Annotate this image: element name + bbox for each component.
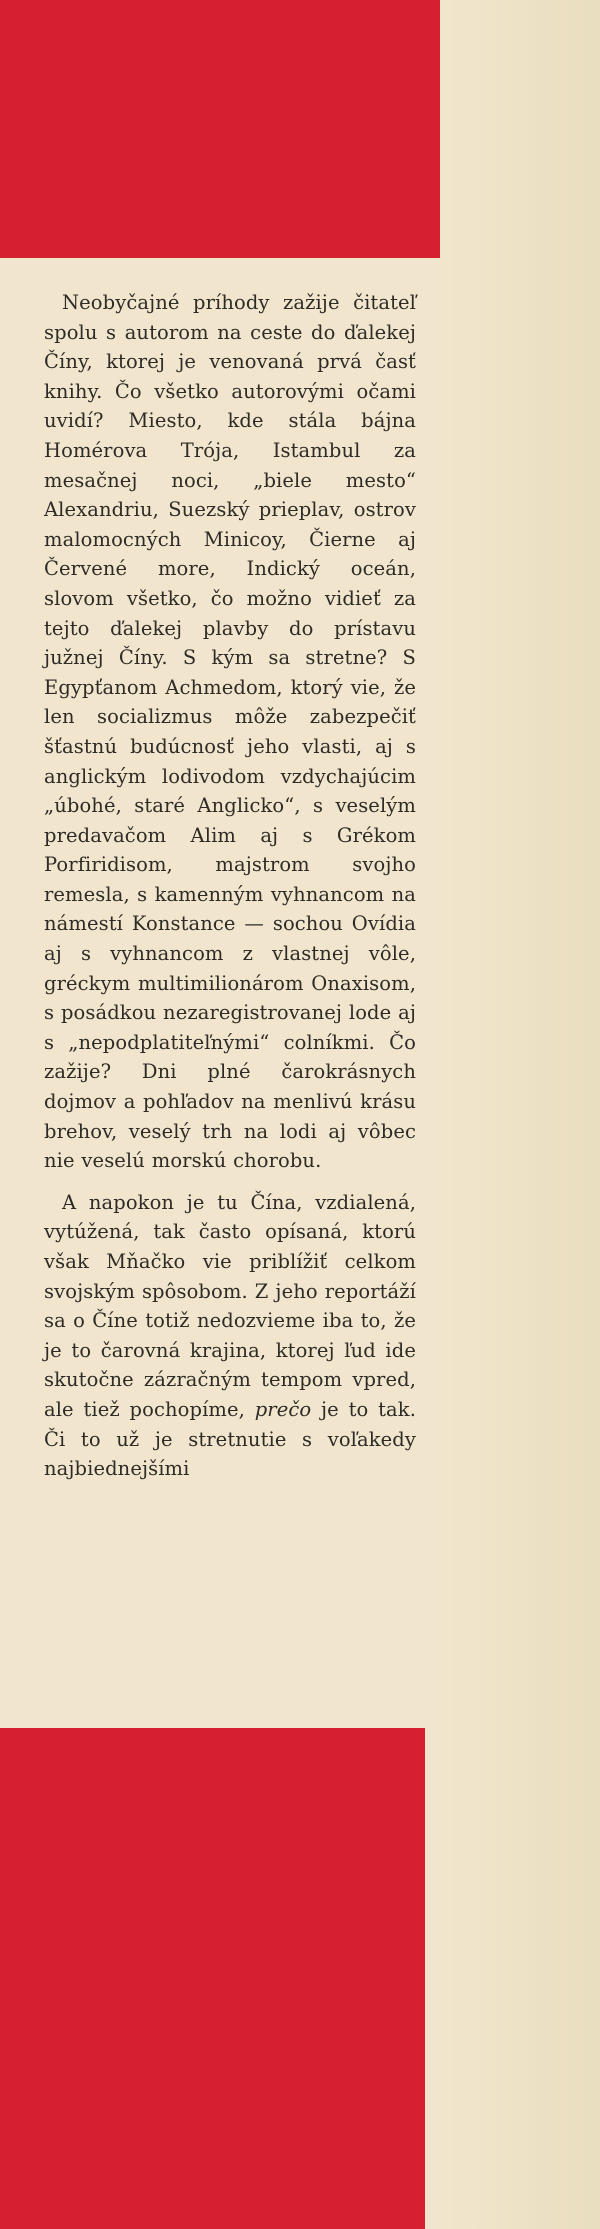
paragraph-2-text-end: je to tak. Či to už je stretnutie s voľakedy najbiednejšími [44,1397,416,1481]
paragraph-2-text-start: A napokon je tu Čína, vzdialená, vytúžená, tak často opísaná, ktorú však Mňačko vie priblížiť celkom svojským spôsobom. Z jeho reportáží sa o Číne totiž nedozvieme iba to, že je to čarovná krajina, ktorej ľud ide skutočne zázračným tempom vpred, ale tiež pochopíme, [44,1190,416,1421]
red-band-bottom [0,1728,425,2229]
red-band-top [0,0,440,258]
paragraph-2-italic-word: prečo [254,1397,312,1421]
blurb-text-column [44,288,416,1496]
paragraph-1: Neobyčajné príhody zažije čitateľ spolu s autorom na ceste do ďalekej Číny, ktorej je venovaná prvá časť knihy. Čo všetko autorovými očami uvidí? Miesto, kde stála bájna Homérova Trója, Istambul za mesačnej noci, „biele mesto“ Alexandriu, Suezský prieplav, ostrov malomocných Minicoy, Čierne aj Červené more, Indický oceán, slovom všetko, čo možno vidieť za tejto ďalekej plavby do prístavu južnej Číny. S kým sa stretne? S Egypťanom Achmedom, ktorý vie, že len socializmus môže zabezpečiť šťastnú budúcnosť jeho vlasti, aj s anglickým lodivodom vzdychajúcim „úbohé, staré Anglicko“, s veselým predavačom Alim aj s Grékom Porfiridisom, majstrom svojho remesla, s kamenným vyhnancom na námestí Konstance — sochou Ovídia aj s vyhnancom z vlastnej vôle, gréckym multimilionárom Onaxisom, s posádkou nezaregistrovanej lode aj s „nepodplatiteľnými“ colníkmi. Čo zažije? Dni plné čarokrásnych dojmov a pohľadov na menlivú krásu brehov, veselý trh na lodi aj vôbec nie veselú morskú chorobu. [44,291,416,1173]
paper-edge-shading [440,0,600,2229]
paragraph-2 [44,1188,416,1484]
